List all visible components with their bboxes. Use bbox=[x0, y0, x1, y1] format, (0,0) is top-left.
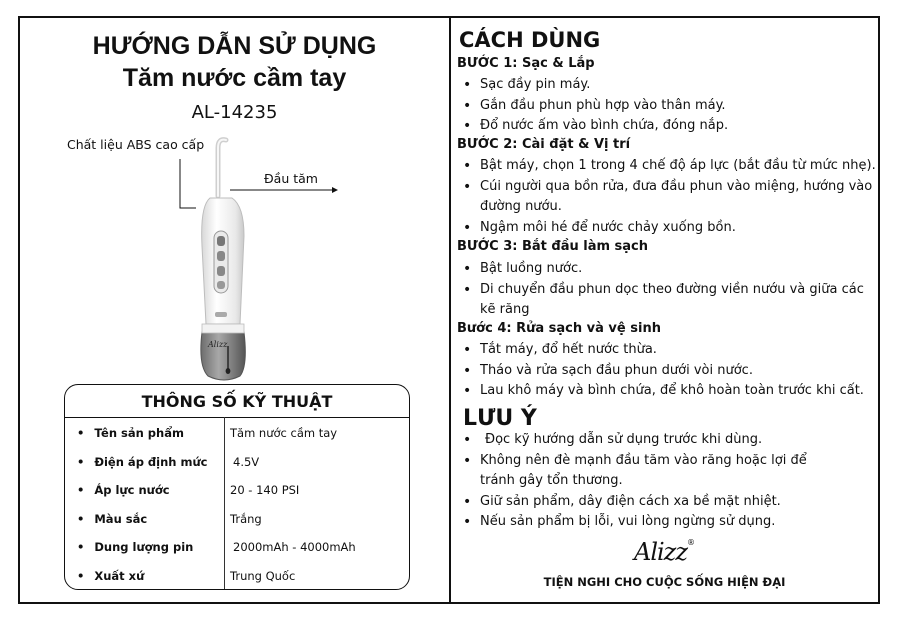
list-item: • Không nên đè mạnh đầu tăm vào răng hoặc lợi để tránh gây tổn thương. bbox=[461, 451, 861, 492]
usage-heading: CÁCH DÙNG bbox=[459, 28, 601, 52]
list-item: • Giữ sản phẩm, dây điện cách xa bề mặt nhiệt. bbox=[461, 492, 861, 513]
notes-list bbox=[461, 430, 861, 533]
specifications-title: THÔNG SỐ KỸ THUẬT bbox=[65, 385, 409, 418]
spec-key: • Xuất xứ bbox=[77, 569, 144, 583]
spec-row bbox=[65, 474, 409, 503]
step-1-list bbox=[461, 75, 876, 137]
specifications-box bbox=[64, 384, 410, 590]
specifications-table bbox=[65, 417, 409, 588]
spec-row bbox=[65, 560, 409, 589]
manual-title: HƯỚNG DẪN SỬ DỤNG bbox=[92, 32, 377, 60]
spec-row bbox=[65, 503, 409, 532]
list-item: • Cúi người qua bồn rửa, đưa đầu phun vào miệng, hướng vào đường nướu. bbox=[461, 177, 876, 218]
right-panel bbox=[451, 18, 878, 602]
step-4-list bbox=[461, 340, 876, 402]
water-flosser-illustration bbox=[188, 136, 260, 386]
spec-value: 20 - 140 PSI bbox=[230, 483, 300, 497]
spec-value: Tăm nước cầm tay bbox=[230, 426, 338, 440]
model-number: AL-14235 bbox=[191, 102, 278, 123]
step-2-title: BƯỚC 2: Cài đặt & Vị trí bbox=[457, 137, 631, 152]
step-3-list bbox=[461, 259, 876, 321]
list-item: • Nếu sản phẩm bị lỗi, vui lòng ngừng sử dụng. bbox=[461, 512, 861, 533]
spec-key: • Điện áp định mức bbox=[77, 455, 207, 469]
list-item: • Bật máy, chọn 1 trong 4 chế độ áp lực (bắt đầu từ mức nhẹ). bbox=[461, 156, 876, 177]
step-3-title: BƯỚC 3: Bắt đầu làm sạch bbox=[457, 239, 649, 254]
spec-value: 4.5V bbox=[233, 454, 260, 469]
spec-key: • Áp lực nước bbox=[77, 483, 170, 497]
device-brand-text: Alizz bbox=[208, 340, 228, 349]
spec-value: Trắng bbox=[230, 511, 262, 526]
product-name: Tăm nước cầm tay bbox=[122, 64, 347, 92]
callout-material-label: Chất liệu ABS cao cấp bbox=[67, 137, 205, 152]
brand-logo-text: Alizz bbox=[634, 538, 687, 566]
step-2-list bbox=[461, 156, 876, 238]
left-panel bbox=[20, 18, 449, 602]
spec-row bbox=[65, 417, 409, 446]
list-item: • Đổ nước ấm vào bình chứa, đóng nắp. bbox=[461, 116, 876, 137]
list-item: • Sạc đầy pin máy. bbox=[461, 75, 876, 96]
spec-value: Trung Quốc bbox=[230, 568, 296, 583]
spec-row bbox=[65, 446, 409, 475]
list-item: • Ngậm môi hé để nước chảy xuống bồn. bbox=[461, 218, 876, 239]
brand-logo bbox=[634, 538, 695, 566]
spec-key: • Màu sắc bbox=[77, 512, 147, 526]
list-item: • Bật luồng nước. bbox=[461, 259, 876, 280]
spec-key: • Tên sản phẩm bbox=[77, 426, 184, 440]
list-item: • Đọc kỹ hướng dẫn sử dụng trước khi dùng. bbox=[461, 430, 861, 451]
list-item: • Gắn đầu phun phù hợp vào thân máy. bbox=[461, 96, 876, 117]
step-4-title: Bước 4: Rửa sạch và vệ sinh bbox=[457, 321, 661, 336]
list-item: • Tắt máy, đổ hết nước thừa. bbox=[461, 340, 876, 361]
brand-tagline: TIỆN NGHI CHO CUỘC SỐNG HIỆN ĐẠI bbox=[543, 575, 786, 589]
spec-row bbox=[65, 531, 409, 560]
list-item: • Lau khô máy và bình chứa, để khô hoàn toàn trước khi cất. bbox=[461, 381, 876, 402]
spec-value: 2000mAh - 4000mAh bbox=[233, 540, 356, 554]
list-item: • Di chuyển đầu phun dọc theo đường viền nướu và giữa các kẽ răng bbox=[461, 280, 876, 321]
notes-heading: LƯU Ý bbox=[463, 406, 537, 431]
registered-mark: ® bbox=[686, 538, 695, 547]
spec-key: • Dung lượng pin bbox=[77, 540, 193, 554]
step-1-title: BƯỚC 1: Sạc & Lắp bbox=[457, 56, 595, 71]
callout-tip-label: Đầu tăm bbox=[264, 171, 318, 186]
list-item: • Tháo và rửa sạch đầu phun dưới vòi nước. bbox=[461, 361, 876, 382]
